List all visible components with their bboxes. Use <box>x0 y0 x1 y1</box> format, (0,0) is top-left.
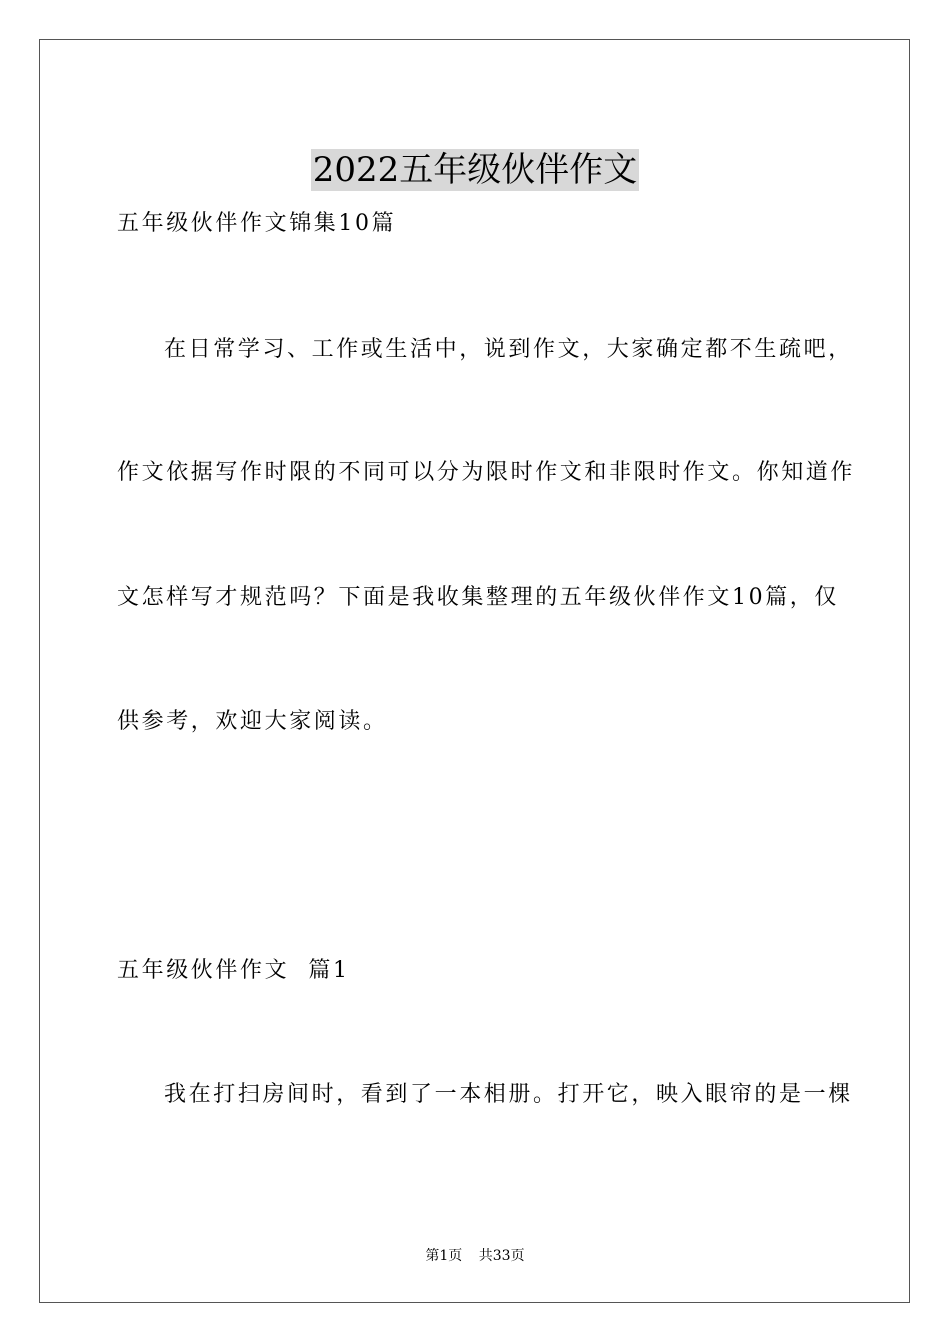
page-footer <box>0 1247 950 1265</box>
intro-line-3: 文怎样写才规范吗？下面是我收集整理的五年级伙伴作文10篇，仅 <box>117 585 839 610</box>
page-number: 第1页 <box>425 1248 463 1264</box>
document-subtitle: 五年级伙伴作文锦集10篇 <box>117 211 397 236</box>
document-title: 2022五年级伙伴作文 <box>312 149 638 190</box>
section-heading: 五年级伙伴作文 篇1 <box>117 958 350 983</box>
section-line-1: 我在打扫房间时，看到了一本相册。打开它，映入眼帘的是一棵 <box>164 1082 853 1107</box>
intro-line-1: 在日常学习、工作或生活中，说到作文，大家确定都不生疏吧， <box>164 337 853 362</box>
title-container <box>0 126 950 214</box>
intro-line-4: 供参考，欢迎大家阅读。 <box>117 709 388 734</box>
intro-line-2: 作文依据写作时限的不同可以分为限时作文和非限时作文。你知道作 <box>117 460 856 485</box>
page-total: 共33页 <box>478 1248 525 1264</box>
